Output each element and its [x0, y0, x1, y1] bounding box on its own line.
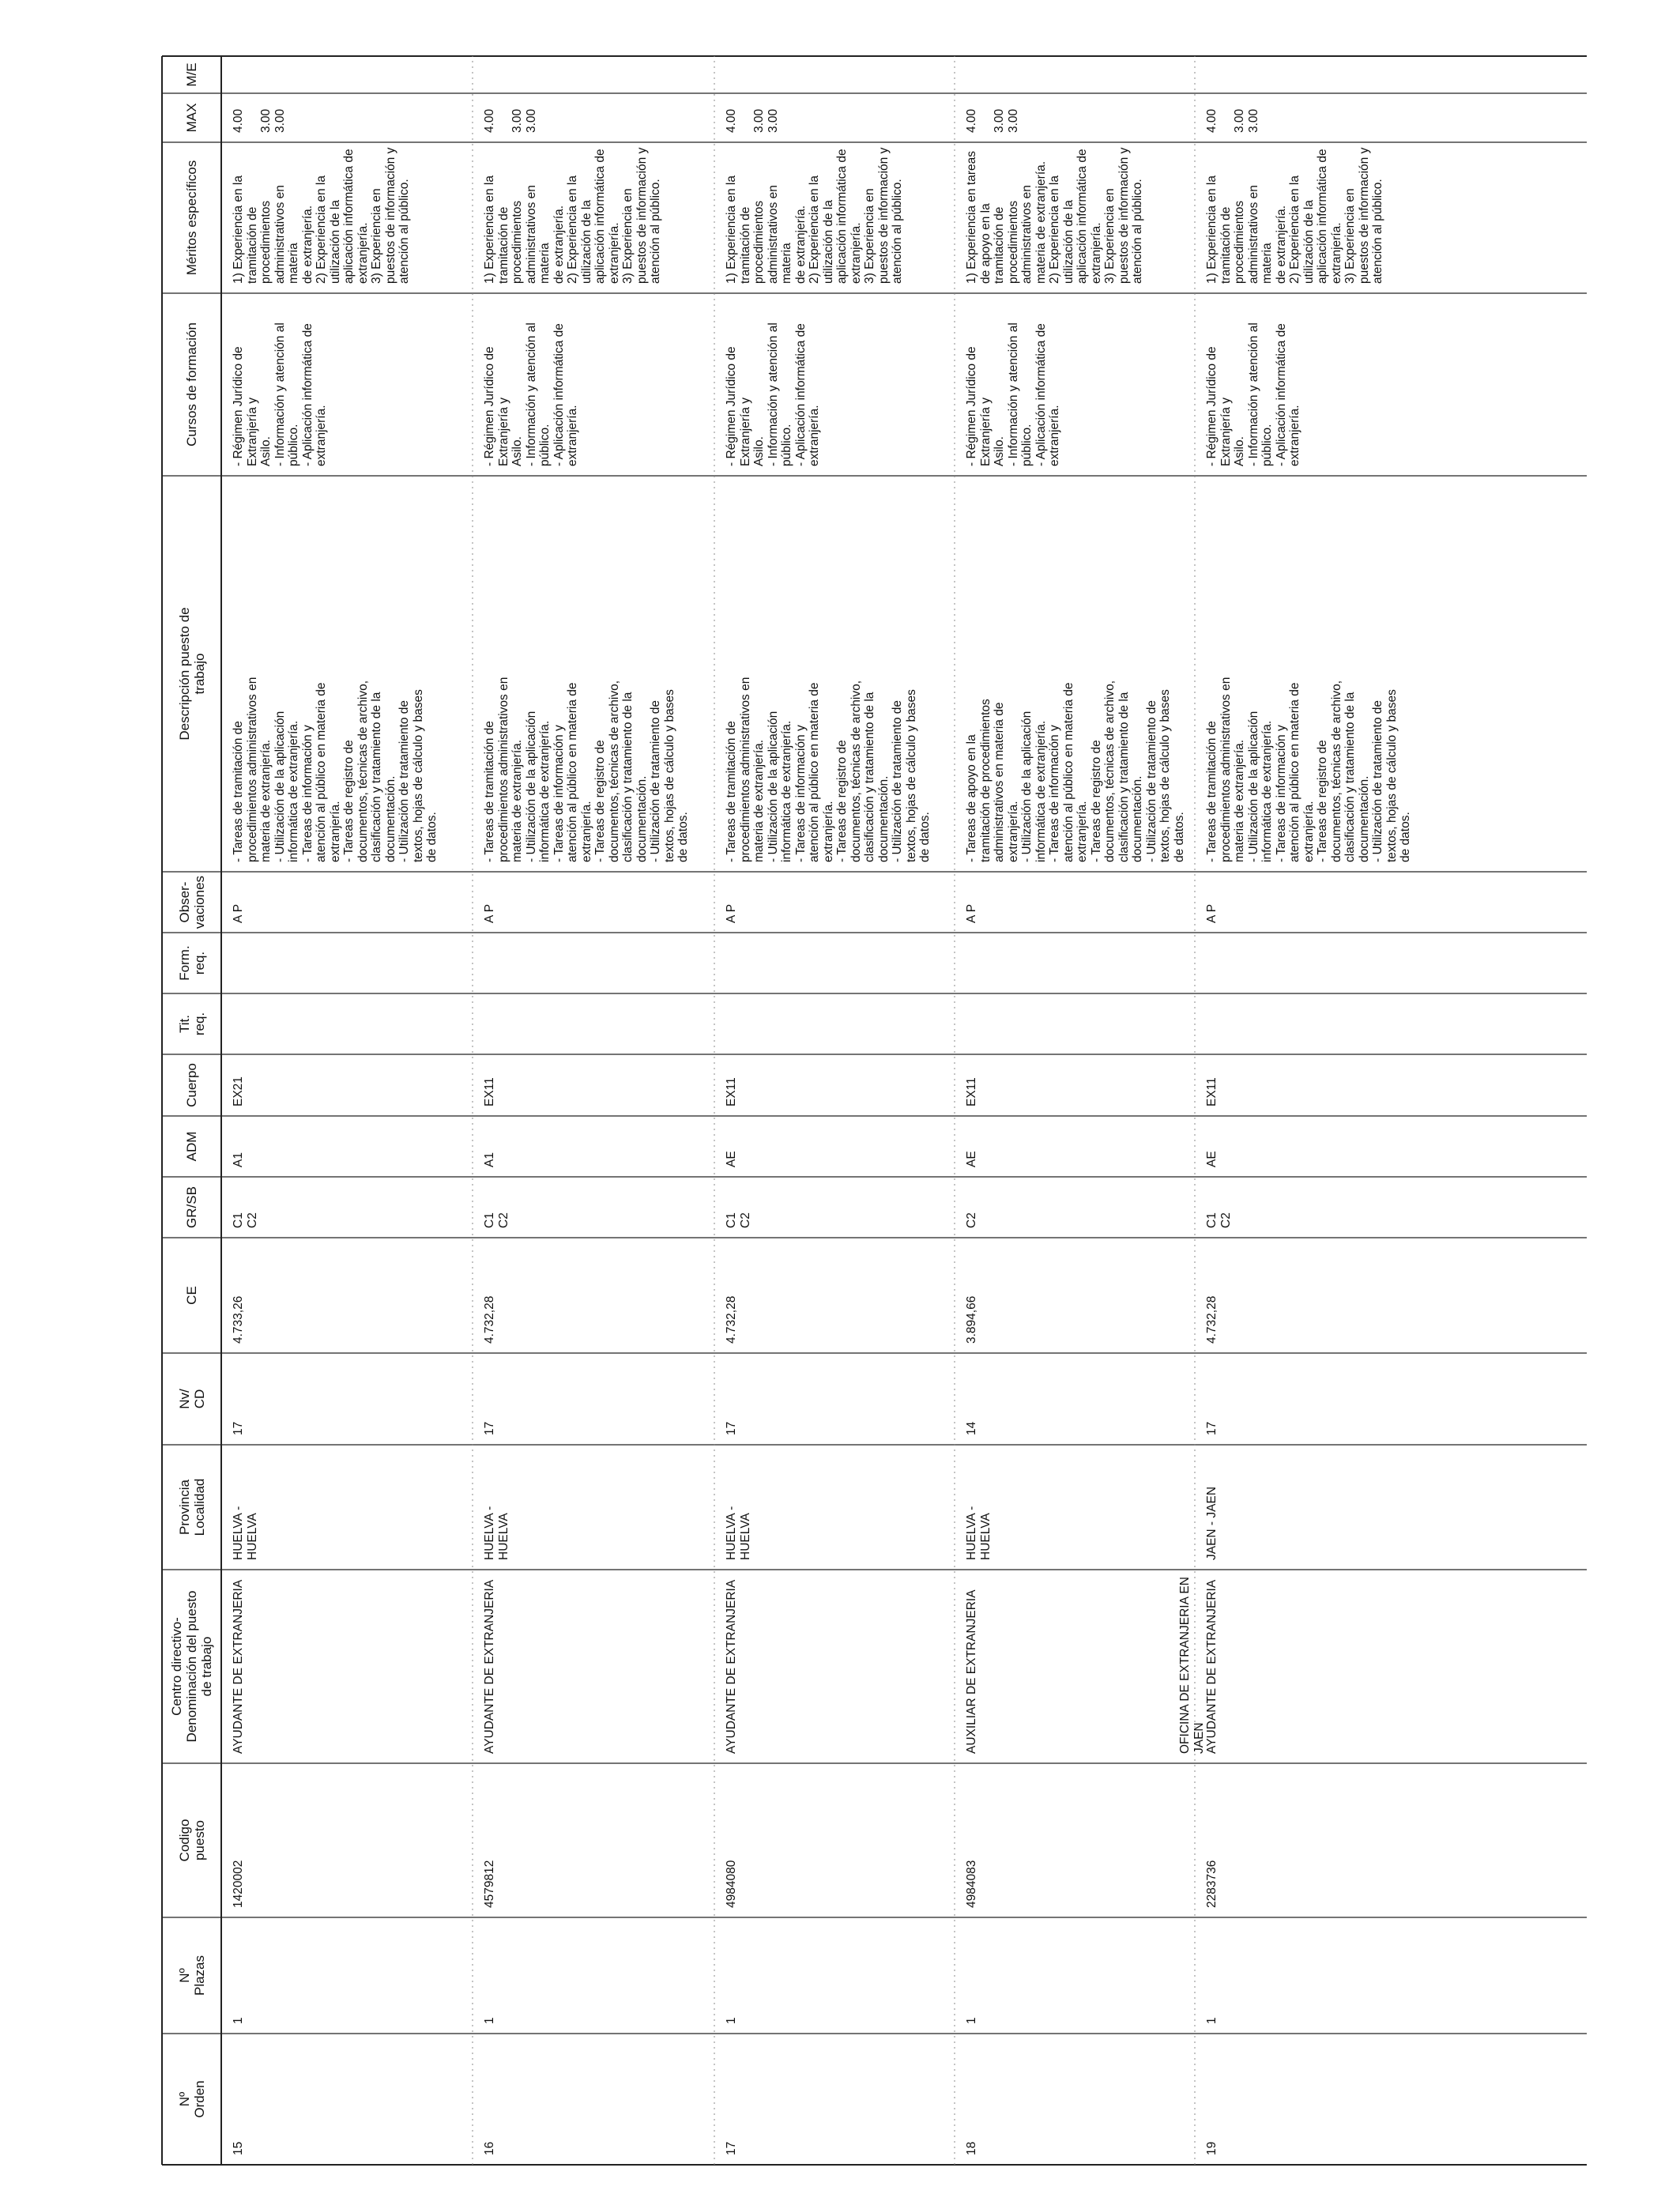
- header-centro: Centro directivo- Denominación del puesto de trabajo: [169, 1590, 214, 1743]
- cell-centro: AYUDANTE DE EXTRANJERIA: [232, 1579, 245, 1754]
- cell-adm: A1: [232, 1152, 245, 1167]
- cell-grsb: C1 C2: [483, 1212, 510, 1228]
- cell-orden: 19: [1205, 2141, 1219, 2155]
- cell-form: [1205, 934, 1431, 984]
- cell-cuerpo: EX11: [965, 1077, 978, 1106]
- cell-nivel: 14: [965, 1421, 978, 1435]
- cell-descripcion: - Tareas de tramitación de procedimientos administrativos en materia de extranjería. - Utilización de la aplicación informática de extranjería. - Tareas de información y atención al público en materia de extranjería. - Tareas de registro de documentos, técnicas de archivo, clasificación y tratamiento de la documentación. - Utilización de tratamiento de textos, hojas de cálculo y bases de datos.: [725, 677, 932, 862]
- cell-obs: A P: [232, 903, 245, 923]
- cell-provincia: JAEN - JAEN: [1205, 1486, 1219, 1560]
- cell-me: [483, 58, 711, 84]
- cell-max: 4.00 3.00 3.00: [1205, 108, 1260, 133]
- cell-max: 4.00 3.00 3.00: [965, 108, 1020, 133]
- cell-provincia: HUELVA - HUELVA: [483, 1506, 510, 1560]
- cell-centro: AYUDANTE DE EXTRANJERIA: [483, 1579, 496, 1754]
- cell-ce: 4.732,28: [1205, 1295, 1219, 1344]
- cell-cursos: - Régimen Jurídico de Extranjería y Asilo. - Información y atención al público. - Aplicación informática de extranjería.: [483, 322, 579, 466]
- cell-obs: A P: [965, 903, 978, 923]
- header-descripcion: Descripción puesto de trabajo: [176, 607, 207, 741]
- header-orden: Nº Orden: [176, 2080, 207, 2118]
- cell-cursos: - Régimen Jurídico de Extranjería y Asilo. - Información y atención al público. - Aplicación informática de extranjería.: [725, 322, 821, 466]
- header-obs: Obser- vaciones: [176, 875, 207, 929]
- cell-obs: A P: [1205, 903, 1219, 923]
- cell-descripcion: - Tareas de tramitación de procedimientos administrativos en materia de extranjería. - Utilización de la aplicación informática de extranjería. - Tareas de información y atención al público en materia de extranjería. - Tareas de registro de documentos, técnicas de archivo, clasificación y tratamiento de la documentación. - Utilización de tratamiento de textos, hojas de cálculo y bases de datos.: [232, 677, 439, 862]
- header-form: Form. req.: [176, 945, 207, 981]
- cell-ce: 4.733,26: [232, 1295, 245, 1344]
- cell-meritos: 1) Experiencia en tareas de apoyo en la tramitación de procedimientos administrativos en materia de extranjería. 2) Experiencia en la utilización de la aplicación informática de extranjería. 3) Experiencia en puestos de información y atención al público.: [965, 147, 1144, 284]
- cell-cuerpo: EX11: [1205, 1077, 1219, 1106]
- cell-cursos: - Régimen Jurídico de Extranjería y Asilo. - Información y atención al público. - Aplicación informática de extranjería.: [232, 322, 328, 466]
- cell-plazas: 1: [725, 2017, 738, 2024]
- cell-me: [965, 58, 1192, 84]
- header-tit: Tit. req.: [176, 1012, 207, 1036]
- cell-tit: [1205, 995, 1431, 1045]
- cell-plazas: 1: [965, 2017, 978, 2024]
- cell-ce: 4.732,28: [725, 1295, 738, 1344]
- cell-me: [1205, 58, 1431, 84]
- cell-max: 4.00 3.00 3.00: [483, 108, 538, 133]
- cell-provincia: HUELVA - HUELVA: [232, 1506, 259, 1560]
- cell-form: [965, 934, 1192, 984]
- cell-centro: AYUDANTE DE EXTRANJERIA: [1205, 1579, 1219, 1754]
- cell-nivel: 17: [725, 1421, 738, 1435]
- cell-tit: [232, 995, 469, 1045]
- cell-meritos: 1) Experiencia en la tramitación de procedimientos administrativos en materia de extranjería. 2) Experiencia en la utilización de la aplicación informática de extranjería. 3) Experiencia en puestos de información y atención al público.: [725, 147, 904, 284]
- cell-adm: AE: [725, 1151, 738, 1167]
- cell-codigo: 4579812: [483, 1860, 496, 1908]
- cell-nivel: 17: [483, 1421, 496, 1435]
- cell-provincia: HUELVA - HUELVA: [725, 1506, 752, 1560]
- cell-orden: 18: [965, 2141, 978, 2155]
- cell-codigo: 4984080: [725, 1860, 738, 1908]
- cell-codigo: 1420002: [232, 1860, 245, 1908]
- cell-adm: A1: [483, 1152, 496, 1167]
- cell-cuerpo: EX21: [232, 1076, 245, 1106]
- header-meritos: Méritos específicos: [184, 160, 199, 276]
- cell-codigo: 2283736: [1205, 1860, 1219, 1908]
- header-grsb: GR/SB: [184, 1186, 199, 1228]
- cell-meritos: 1) Experiencia en la tramitación de procedimientos administrativos en materia de extranjería. 2) Experiencia en la utilización de la aplicación informática de extranjería. 3) Experiencia en puestos de información y atención al público.: [232, 147, 411, 284]
- cell-grsb: C1 C2: [232, 1212, 259, 1228]
- cell-codigo: 4984083: [965, 1860, 978, 1908]
- cell-meritos: 1) Experiencia en la tramitación de procedimientos administrativos en materia de extranjería. 2) Experiencia en la utilización de la aplicación informática de extranjería. 3) Experiencia en puestos de información y atención al público.: [1205, 147, 1384, 284]
- cell-obs: A P: [483, 903, 496, 923]
- cell-cuerpo: EX11: [725, 1077, 738, 1106]
- cell-obs: A P: [725, 903, 738, 923]
- cell-adm: AE: [965, 1151, 978, 1167]
- cell-adm: AE: [1205, 1151, 1219, 1167]
- cell-max: 4.00 3.00 3.00: [725, 108, 780, 133]
- cell-centro: AUXILIAR DE EXTRANJERIA: [965, 1589, 978, 1754]
- cell-grsb: C1 C2: [1205, 1212, 1233, 1228]
- cell-grsb: C1 C2: [725, 1212, 752, 1228]
- cell-max: 4.00 3.00 3.00: [232, 108, 287, 133]
- cell-descripcion: - Tareas de tramitación de procedimientos administrativos en materia de extranjería. - Utilización de la aplicación informática de extranjería. - Tareas de información y atención al público en materia de extranjería. - Tareas de registro de documentos, técnicas de archivo, clasificación y tratamiento de la documentación. - Utilización de tratamiento de textos, hojas de cálculo y bases de datos.: [483, 677, 690, 862]
- header-max: MAX: [184, 103, 199, 133]
- cell-plazas: 1: [1205, 2017, 1219, 2024]
- header-nivel: Nv/ CD: [176, 1389, 207, 1409]
- cell-orden: 15: [232, 2141, 245, 2155]
- cell-form: [232, 934, 469, 984]
- header-adm: ADM: [184, 1131, 199, 1162]
- cell-tit: [483, 995, 711, 1045]
- header-cuerpo: Cuerpo: [184, 1063, 199, 1107]
- cell-form: [483, 934, 711, 984]
- cell-orden: 17: [725, 2141, 738, 2155]
- cell-meritos: 1) Experiencia en la tramitación de procedimientos administrativos en materia de extranjería. 2) Experiencia en la utilización de la aplicación informática de extranjería. 3) Experiencia en puestos de información y atención al público.: [483, 147, 662, 284]
- cell-plazas: 1: [232, 2017, 245, 2024]
- cell-descripcion: - Tareas de tramitación de procedimientos administrativos en materia de extranjería. - Utilización de la aplicación informática de extranjería. - Tareas de información y atención al público en materia de extranjería. - Tareas de registro de documentos, técnicas de archivo, clasificación y tratamiento de la documentación. - Utilización de tratamiento de textos, hojas de cálculo y bases de datos.: [1205, 677, 1412, 862]
- cell-form: [725, 934, 951, 984]
- cell-tit: [965, 995, 1192, 1045]
- cell-nivel: 17: [1205, 1421, 1219, 1435]
- cell-ce: 4.732,28: [483, 1295, 496, 1344]
- cell-descripcion: - Tareas de apoyo en la tramitación de procedimientos administrativos en materia de extranjería. - Utilización de la aplicación informática de extranjería. - Tareas de información y atención al público en materia de extranjería. - Tareas de registro de documentos, técnicas de archivo, clasificación y tratamiento de la documentación. - Utilización de tratamiento de textos, hojas de cálculo y bases de datos.: [965, 680, 1186, 862]
- header-codigo: Codigo puesto: [176, 1819, 207, 1862]
- cell-me: [725, 58, 951, 84]
- cell-cuerpo: EX11: [483, 1077, 496, 1106]
- cell-cursos: - Régimen Jurídico de Extranjería y Asilo. - Información y atención al público. - Aplicación informática de extranjería.: [965, 322, 1061, 466]
- cell-grsb: C2: [965, 1212, 978, 1228]
- cell-nivel: 17: [232, 1421, 245, 1435]
- header-provincia: Provincia Localidad: [176, 1478, 207, 1536]
- header-ce: CE: [184, 1286, 199, 1305]
- cell-cursos: - Régimen Jurídico de Extranjería y Asilo. - Información y atención al público. - Aplicación informática de extranjería.: [1205, 322, 1301, 466]
- cell-me: [232, 58, 469, 84]
- header-cursos: Cursos de formación: [184, 322, 199, 447]
- header-plazas: Nº Plazas: [176, 1955, 207, 1996]
- cell-tit: [725, 995, 951, 1045]
- header-me: M/E: [184, 62, 199, 87]
- cell-centro-directivo: OFICINA DE EXTRANJERIA EN JAEN: [1178, 1577, 1206, 1754]
- cell-provincia: HUELVA - HUELVA: [965, 1506, 993, 1560]
- cell-plazas: 1: [483, 2017, 496, 2024]
- cell-ce: 3.894,66: [965, 1295, 978, 1344]
- cell-orden: 16: [483, 2141, 496, 2155]
- cell-centro: AYUDANTE DE EXTRANJERIA: [725, 1579, 738, 1754]
